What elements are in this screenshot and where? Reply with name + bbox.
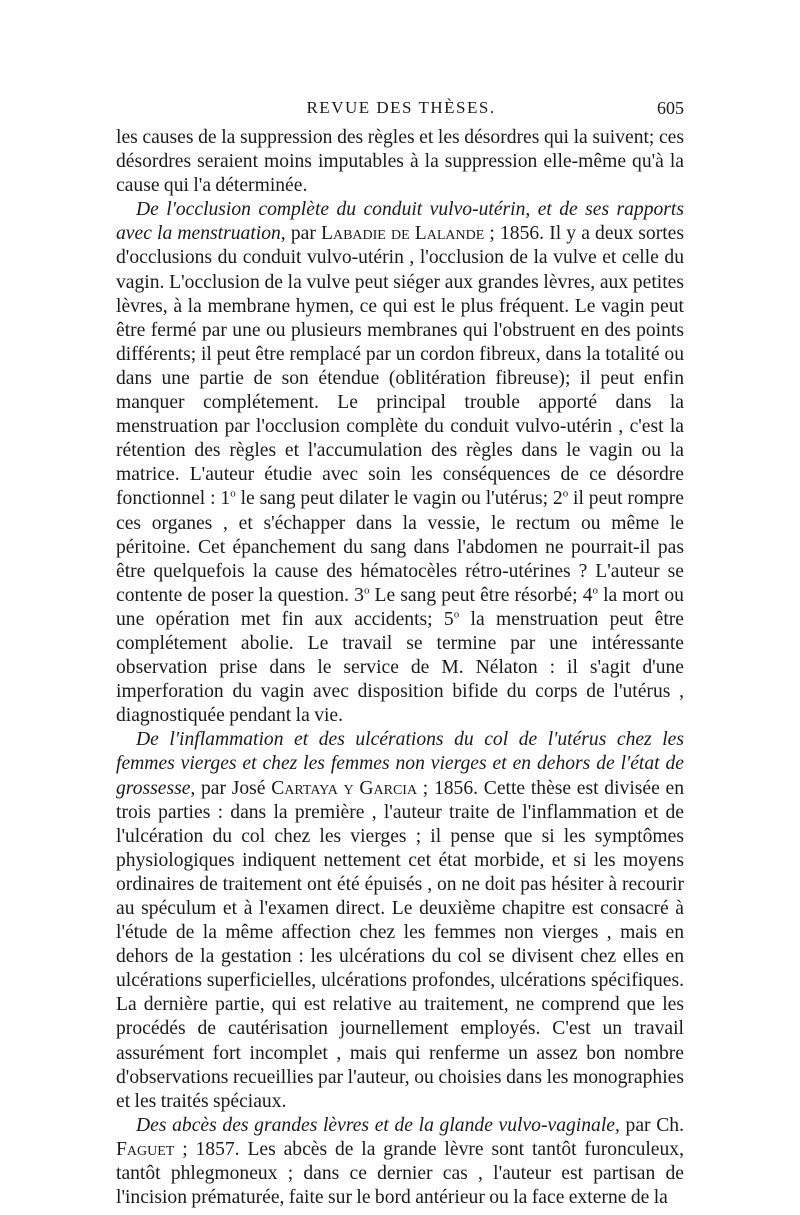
thesis-author: Faguet <box>116 1138 175 1160</box>
author-prefix: par <box>285 223 321 245</box>
thesis-entry-faguet <box>116 1114 684 1210</box>
thesis-author: Cartaya y Garcia <box>271 777 418 799</box>
entry-text: il peut rompre ces organes , et s'échapper dans la vessie, le rectum ou même le péritoine. Cet épanchement du sang dans l'abdomen ne pourrait-il pas être quelquefois la cause des hématocèles rétro-utérines ? L'auteur se contente de poser la question. 3 <box>116 488 684 606</box>
page-body <box>116 126 684 1210</box>
thesis-entry-labadie <box>116 198 684 728</box>
ordinal-mark: o <box>453 608 460 621</box>
thesis-date: ; 1856. <box>484 223 550 245</box>
ordinal-mark: o <box>562 487 569 500</box>
paragraph-text: les causes de la suppression des règles et les désordres qui la suivent; ces désordres seraient moins imputables à la suppression elle-même qu'à la cause qui l'a déterminée. <box>116 127 684 197</box>
running-title: REVUE DES THÈSES. <box>306 98 496 117</box>
entry-text: Il y a deux sortes d'occlusions du conduit vulvo-utérin , l'occlusion de la vulve et celle du vagin. L'occlusion de la vulve peut siéger aux grandes lèvres, aux petites lèvres, à la membrane hymen, ce qui est le plus fréquent. Le vagin peut être fermé par une ou plusieurs membranes qui l'obstruent en des points différents; il peut être remplacé par un cordon fibreux, dans la totalité ou dans une partie de son étendue (oblitération fibreuse); il peut enfin manquer complétement. Le principal trouble apporté dans la menstruation par l'occlusion complète du conduit vulvo-utérin , c'est la rétention des règles et l'accumulation des règles dans le vagin ou la matrice. L'auteur étudie avec soin les conséquences de ce désordre fonctionnel : 1 <box>116 223 684 510</box>
entry-text: Cette thèse est divisée en trois parties : dans la première , l'auteur traite de l'inflammation et de l'ulcération du col chez les vierges ; il pense que si les symptômes physiologiques indiquent nettement cet état morbide, et si les moyens ordinaires de traitement ont été épuisés , on ne doit pas hésiter à recourir au spéculum et à l'examen direct. Le deuxième chapitre est consacré à l'étude de la même affection chez les femmes non vierges , mais en dehors de la gestation : les ulcérations du col se divisent chez elles en ulcérations superficielles, ulcérations profondes, ulcérations spécifiques. La dernière partie, qui est relative au traitement, ne comprend que les procédés de cautérisation journellement employés. C'est un travail assurément fort incomplet , mais qui renferme un assez bon nombre d'observations recueillies par l'auteur, ou choisies dans les monographies et les traités spéciaux. <box>116 777 684 1112</box>
entry-text: la menstruation peut être complétement abolie. Le travail se termine par une intéressante observation prise dans le service de M. Nélaton : il s'agit d'une imperforation du vagin avec disposition bifide du corps de l'utérus , diagnostiquée pendant la vie. <box>116 608 684 727</box>
ordinal-mark: o <box>592 584 598 597</box>
author-prefix: par Ch. <box>619 1114 684 1136</box>
ordinal-mark: o <box>230 487 236 500</box>
thesis-author: Labadie de Lalande <box>320 223 485 245</box>
author-prefix: par José <box>195 777 272 799</box>
page-header <box>118 98 684 126</box>
thesis-date: ; 1857. <box>174 1138 248 1160</box>
thesis-entry-cartaya <box>116 728 684 1114</box>
ordinal-mark: o <box>363 584 370 597</box>
entry-text: Les abcès de la grande lèvre sont tantôt furonculeux, tantôt phlegmoneux ; dans ce dernier cas , l'auteur est partisan de l'incision prématurée, faite sur le bord antérieur ou la face externe de la <box>116 1138 684 1209</box>
entry-text: Le sang peut être résorbé; 4 <box>369 584 593 606</box>
page-number: 605 <box>657 98 684 118</box>
thesis-date: ; 1856. <box>417 777 484 799</box>
entry-text: le sang peut dilater le vagin ou l'utérus; 2 <box>235 488 563 510</box>
thesis-title: De l'occlusion complète du conduit vulvo-utérin, et de ses rapports avec la menstruation, <box>116 199 684 245</box>
thesis-title: De l'inflammation et des ulcérations du col de l'utérus chez les femmes vierges et chez les femmes non vierges et en dehors de l'état de grossesse, <box>116 729 684 799</box>
thesis-title: Des abcès des grandes lèvres et de la glande vulvo-vaginale, <box>136 1114 620 1136</box>
entry-text: la mort ou une opération met fin aux accidents; 5 <box>116 584 684 630</box>
paragraph-continued <box>116 126 684 198</box>
